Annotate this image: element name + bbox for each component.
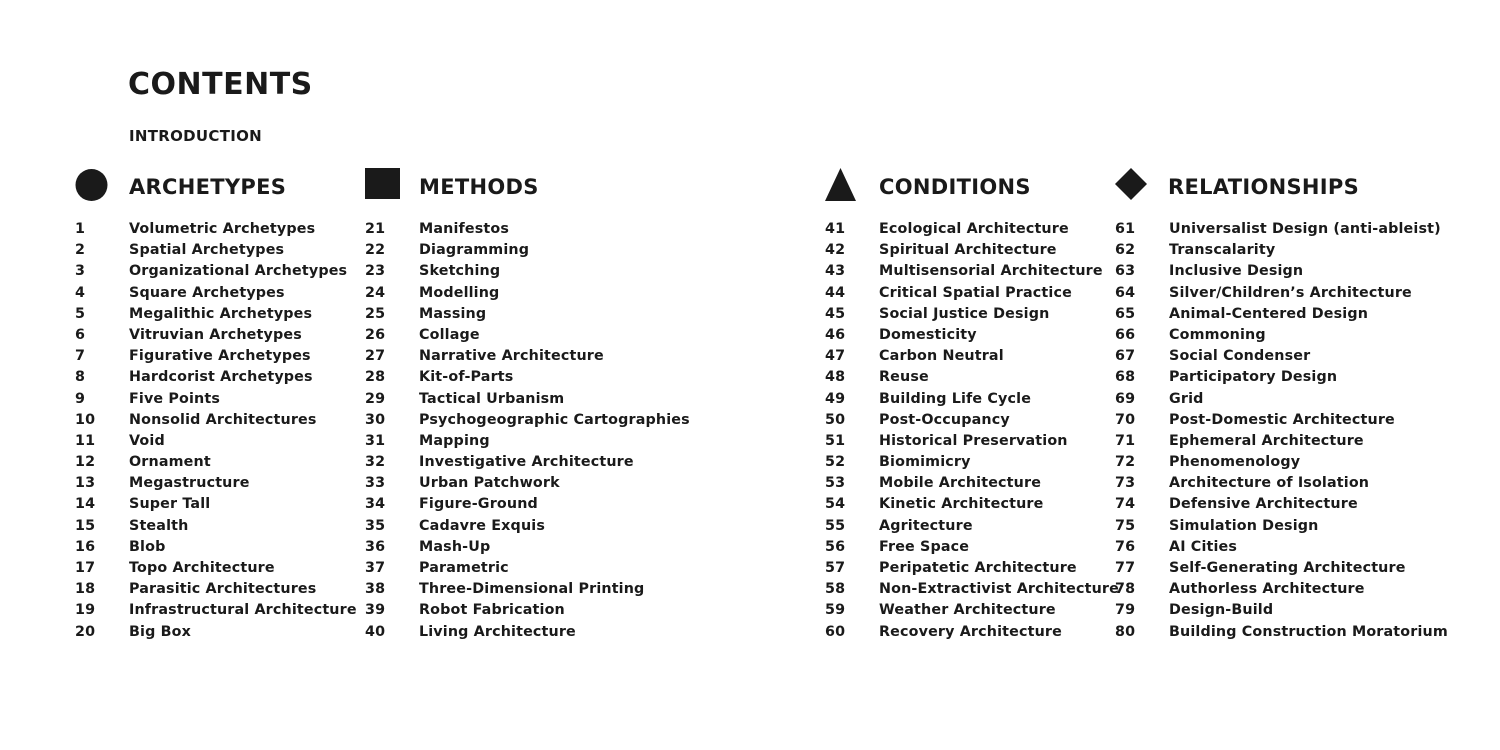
entry-title: Kinetic Architecture [879,496,1044,513]
entry-title: AI Cities [1169,538,1238,555]
entry-title: Silver/Children’s Architecture [1169,284,1412,301]
entry-title: Participatory Design [1169,369,1338,386]
entry-title: Psychogeographic Cartographies [419,411,690,428]
entry-title: Animal-Centered Design [1169,305,1369,322]
entry-number: 5 [75,305,86,322]
entry-number: 47 [825,348,846,365]
entry-title: Mash-Up [419,538,491,555]
entry-number: 54 [825,496,846,513]
entry-title: Recovery Architecture [879,623,1062,640]
entry-number: 75 [1115,517,1136,534]
entry-number: 26 [365,326,386,343]
entry-title: Architecture of Isolation [1169,475,1370,492]
entry-title: Universalist Design (anti-ableist) [1169,221,1441,237]
entry-title: Megalithic Archetypes [129,305,313,322]
section-title: ARCHETYPES [129,175,287,199]
entry-title: Parametric [419,560,509,576]
entry-title: Mapping [419,432,490,449]
entry-title: Phenomenology [1169,454,1301,471]
entry-title: Self-Generating Architecture [1169,560,1406,576]
entry-number: 43 [825,263,846,280]
entry-number: 10 [75,411,96,428]
entry-title: Three-Dimensional Printing [419,581,645,598]
entry-number: 72 [1115,454,1136,471]
entry-number: 61 [1115,221,1136,237]
entry-number: 70 [1115,411,1136,428]
circle-icon [75,168,109,202]
entry-number: 12 [75,454,96,471]
entry-number: 23 [365,263,386,280]
entry-title: Massing [419,305,487,322]
entry-number: 19 [75,602,96,619]
entry-number: 15 [75,517,96,534]
entry-title: Living Architecture [419,623,576,640]
entry-number: 31 [365,432,386,449]
entry-title: Ephemeral Architecture [1169,432,1364,449]
entry-title: Sketching [419,263,501,280]
entry-number: 13 [75,475,96,492]
entry-number: 51 [825,432,846,449]
entry-title: Investigative Architecture [419,454,634,471]
entry-title: Blob [129,538,166,555]
entry-title: Tactical Urbanism [419,390,565,407]
entry-number: 66 [1115,326,1136,343]
entry-title: Topo Architecture [129,560,275,576]
entry-title: Super Tall [129,496,211,513]
entry-title: Authorless Architecture [1169,581,1365,598]
entry-number: 69 [1115,390,1136,407]
entry-number: 68 [1115,369,1136,386]
entry-number: 2 [75,242,86,259]
entry-number: 39 [365,602,386,619]
entry-number: 3 [75,263,86,280]
entry-number: 21 [365,221,386,237]
entry-number: 63 [1115,263,1136,280]
entry-title: Transcalarity [1169,242,1276,259]
entry-title: Design-Build [1169,602,1274,619]
entry-number: 27 [365,348,386,365]
entry-number: 50 [825,411,846,428]
entry-title: Urban Patchwork [419,475,560,492]
entry-number: 49 [825,390,846,407]
entry-title: Non-Extractivist Architecture [879,581,1119,598]
entry-title: Defensive Architecture [1169,496,1358,513]
entry-number: 25 [365,305,386,322]
entry-number: 9 [75,390,86,407]
introduction-heading: INTRODUCTION [129,127,263,145]
entry-number: 22 [365,242,386,259]
entry-title: Hardcorist Archetypes [129,369,313,386]
entry-title: Collage [419,326,480,343]
entry-title: Modelling [419,284,500,301]
entry-number: 46 [825,326,846,343]
entry-title: Narrative Architecture [419,348,604,365]
entry-title: Building Life Cycle [879,390,1032,407]
entry-title: Square Archetypes [129,284,285,301]
entry-title: Spatial Archetypes [129,242,285,259]
entry-title: Peripatetic Architecture [879,560,1077,576]
entry-number: 77 [1115,560,1136,576]
entry-number: 48 [825,369,846,386]
entry-number: 71 [1115,432,1136,449]
entry-title: Reuse [879,369,929,386]
entry-title: Historical Preservation [879,432,1068,449]
entry-title: Diagramming [419,242,530,259]
entry-title: Big Box [129,623,192,640]
entry-title: Organizational Archetypes [129,263,348,280]
entry-number: 17 [75,560,96,576]
entry-title: Biomimicry [879,454,971,471]
entry-number: 80 [1115,623,1136,640]
entry-number: 52 [825,454,846,471]
entry-title: Volumetric Archetypes [129,221,316,237]
entry-title: Megastructure [129,475,250,492]
page-title: CONTENTS [128,67,313,102]
entry-number: 56 [825,538,846,555]
entry-title: Cadavre Exquis [419,517,545,534]
entry-title: Void [129,432,165,449]
entry-number: 67 [1115,348,1136,365]
entry-title: Ornament [129,454,211,471]
entry-title: Weather Architecture [879,602,1056,619]
entry-number: 73 [1115,475,1136,492]
entry-number: 4 [75,284,86,301]
diamond-icon [1115,168,1147,200]
entry-number: 38 [365,581,386,598]
entry-title: Post-Domestic Architecture [1169,411,1395,428]
entry-number: 20 [75,623,96,640]
entry-number: 32 [365,454,386,471]
entry-title: Carbon Neutral [879,348,1004,365]
entry-title: Building Construction Moratorium [1169,623,1448,640]
entry-number: 79 [1115,602,1136,619]
entry-title: Grid [1169,390,1204,407]
entry-number: 60 [825,623,846,640]
entry-number: 62 [1115,242,1136,259]
entry-title: Simulation Design [1169,517,1319,534]
entry-number: 6 [75,326,86,343]
entry-number: 58 [825,581,846,598]
entry-title: Five Points [129,390,221,407]
entry-number: 35 [365,517,386,534]
entry-number: 41 [825,221,846,237]
entry-title: Parasitic Architectures [129,581,317,598]
entry-number: 11 [75,432,96,449]
square-icon [365,168,401,200]
entry-number: 45 [825,305,846,322]
entry-number: 33 [365,475,386,492]
section-title: CONDITIONS [879,175,1031,199]
entry-title: Stealth [129,517,189,534]
entry-number: 65 [1115,305,1136,322]
entry-title: Infrastructural Architecture [129,602,357,619]
entry-title: Post-Occupancy [879,411,1010,428]
entry-number: 44 [825,284,846,301]
entry-number: 40 [365,623,386,640]
entry-title: Vitruvian Archetypes [129,326,302,343]
entry-title: Manifestos [419,221,510,237]
section-title: METHODS [419,175,539,199]
entry-number: 64 [1115,284,1136,301]
entry-number: 30 [365,411,386,428]
entry-title: Agritecture [879,517,973,534]
entry-title: Multisensorial Architecture [879,263,1103,280]
entry-number: 7 [75,348,86,365]
entry-title: Kit-of-Parts [419,369,514,386]
entry-number: 76 [1115,538,1136,555]
entry-number: 1 [75,221,86,237]
entry-number: 37 [365,560,386,576]
entry-number: 14 [75,496,96,513]
entry-number: 42 [825,242,846,259]
entry-title: Mobile Architecture [879,475,1042,492]
entry-number: 59 [825,602,846,619]
entry-title: Critical Spatial Practice [879,284,1072,301]
entry-number: 24 [365,284,386,301]
entry-title: Robot Fabrication [419,602,565,619]
entry-title: Figurative Archetypes [129,348,311,365]
entry-number: 36 [365,538,386,555]
entry-number: 74 [1115,496,1136,513]
entry-number: 78 [1115,581,1136,598]
entry-title: Nonsolid Architectures [129,411,317,428]
entry-title: Inclusive Design [1169,263,1304,280]
entry-number: 29 [365,390,386,407]
entry-title: Domesticity [879,326,977,343]
entry-title: Free Space [879,538,970,555]
entry-number: 28 [365,369,386,386]
entry-number: 55 [825,517,846,534]
entry-number: 57 [825,560,846,576]
entry-number: 18 [75,581,96,598]
triangle-icon [825,168,857,202]
entry-title: Spiritual Architecture [879,242,1057,259]
entry-number: 8 [75,369,86,386]
entry-title: Social Justice Design [879,305,1050,322]
entry-title: Ecological Architecture [879,221,1069,237]
entry-number: 16 [75,538,96,555]
section-title: RELATIONSHIPS [1168,175,1360,199]
entry-number: 53 [825,475,846,492]
entry-title: Social Condenser [1169,348,1311,365]
entry-title: Commoning [1169,326,1266,343]
entry-number: 34 [365,496,386,513]
entry-title: Figure-Ground [419,496,538,513]
